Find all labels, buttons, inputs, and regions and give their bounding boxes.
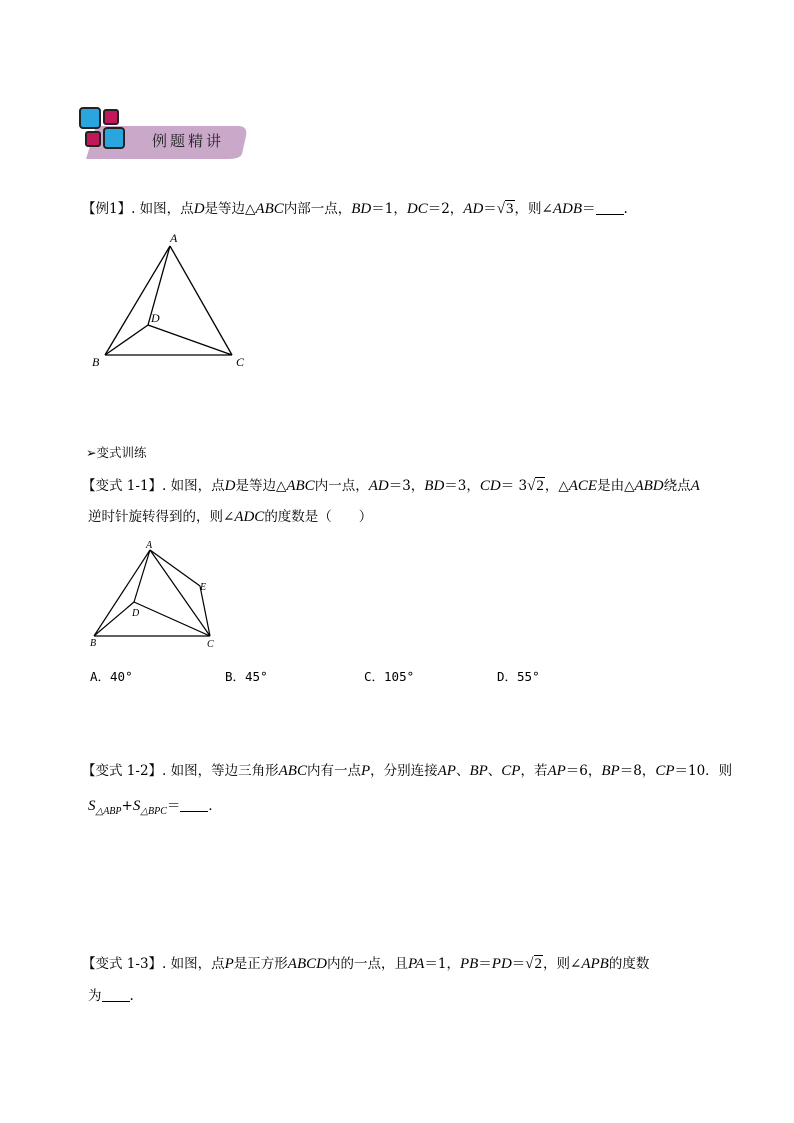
practice-heading: ➢变式训练 [86,445,147,460]
answer-blank [596,200,624,215]
section-banner [78,104,250,164]
variant12-label: 【变式 1-2】 [82,763,163,779]
option-a[interactable]: A．40° [90,669,133,684]
fig2-label-e: E [200,582,207,593]
example1-label: 【例1】 [82,201,132,217]
option-b[interactable]: B．45° [225,669,268,684]
variant11-question-line1: 【变式 1-1】. 如图，点D是等边△ABC内一点，AD＝3，BD＝3，CD＝ 3√2，△ACE是由△ABD绕点A [82,478,700,494]
sqrt-symbol: √3 [496,201,514,217]
banner-title: 例题精讲 [152,132,225,150]
answer-blank [102,987,130,1002]
fig1-label-a: A [170,231,178,245]
variant13-question-line1: 【变式 1-3】. 如图，点P是正方形ABCD内的一点，且PA＝1，PB＝PD＝√2，则∠APB的度数 [82,956,650,972]
fig1-label-b: B [92,355,100,369]
fig1-label-d: D [151,311,160,325]
variant13-question-line2: 为 . [88,988,134,1004]
sqrt-symbol: √2 [525,956,543,972]
variant12-question-line2: $S_{\triangle ABP}+S_{\triangle BPC}=$ ． [88,798,222,817]
variant13-label: 【变式 1-3】 [82,956,163,972]
fig2-label-d: D [132,608,140,619]
variant11-label: 【变式 1-1】 [82,478,163,494]
variant11-figure [86,538,226,654]
variant12-question-line1: 【变式 1-2】. 如图，等边三角形ABC内有一点P，分别连接AP、BP、CP，若AP＝6，BP＝8，CP＝10．则 [82,763,733,779]
option-c[interactable]: C．105° [364,669,415,684]
answer-blank [180,797,208,812]
fig1-label-c: C [236,355,245,369]
fig2-label-c: C [207,639,214,650]
fig2-label-b: B [90,638,97,649]
fig2-label-a: A [146,540,153,551]
variant11-question-line2: 逆时针旋转得到的，则∠ADC的度数是（ ） [88,509,373,525]
sqrt-symbol: √2 [527,478,544,494]
option-d[interactable]: D．55° [497,669,540,684]
example1-figure [88,228,258,374]
example1-question: 【例1】. 如图，点D是等边△ABC内部一点，BD＝1，DC＝2，AD＝√3，则∠ADB＝ . [82,201,628,217]
